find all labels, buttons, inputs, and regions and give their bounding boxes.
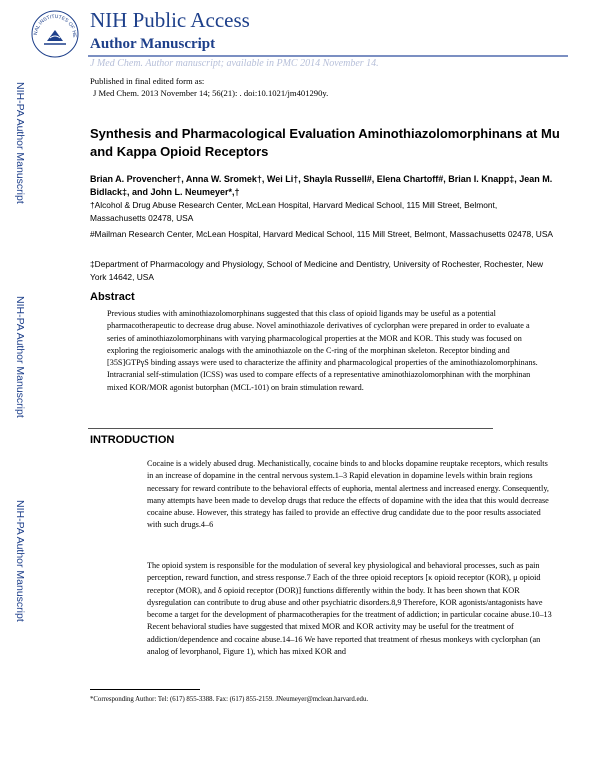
nih-public-access-title: NIH Public Access <box>90 8 250 32</box>
introduction-heading: INTRODUCTION <box>90 434 175 446</box>
side-label: NIH-PA Author Manuscript <box>14 82 26 204</box>
author-manuscript-label: Author Manuscript <box>90 36 216 52</box>
eagle-icon <box>44 30 66 44</box>
side-label: NIH-PA Author Manuscript <box>14 500 26 622</box>
affiliation: #Mailman Research Center, McLean Hospital, Harvard Medical School, 115 Mill Street, Belmont, Massachusetts 02478, USA <box>90 229 554 239</box>
availability-line: J Med Chem. Author manuscript; available in PMC 2014 November 14. <box>90 58 379 69</box>
nih-logo <box>30 9 80 59</box>
author-list: Brian A. Provencher†, Anna W. Sromek†, Wei Li†, Shayla Russell#, Elena Chartoff#, Brian I. Knapp‡, Jean M. Bidlack‡, and John L. Neumeyer*,† <box>90 174 553 198</box>
article-title: Synthesis and Pharmacological Evaluation Aminothiazolomorphinans at Mu and Kappa Opioid Receptors <box>90 126 560 159</box>
abstract-heading: Abstract <box>90 291 135 303</box>
abstract-text: Previous studies with aminothiazolomorphinans suggested that this class of opioid ligands may be useful as a potential pharmacotherapeutic to decrease drug abuse. Novel aminothiazole derivatives of cyclorphan were prepared in order to evaluate a series of aminothiazolomorphinans with varying pharmacological properties at the MOR and KOR. This study was focused on exploring the regioisomeric analogs with the aminothiazole on the C-ring of the morphinan skeleton. Receptor binding and [35S]GTPγS binding assays were used to characterize the affinity and pharmacological properties of the aminothiazolomorphinans. Intracranial self-stimulation (ICSS) was used to compare effects of a representative aminothiazolomorphinan with the morphinan mixed KOR/MOR agonist butorphan (MCL-101) on brain stimulation reward. <box>107 309 538 392</box>
corresponding-author-footnote: *Corresponding Author: Tel: (617) 855-3388. Fax: (617) 855-2159. JNeumeyer@mclean.harvard.edu. <box>90 696 369 703</box>
intro-paragraph: The opioid system is responsible for the modulation of several key physiological and behavioral processes, such as pain perception, reward function, and stress response.7 Each of the three opioid receptors [κ opioid receptor (KOR), μ opioid receptor (MOR), and δ opioid receptor (DOR)] functions differently within the body. It has been shown that KOR dysregulation can contribute to drug abuse and other psychiatric disorders.8,9 Therefore, KOR agonists/antagonists have become a target for the development of pharmacotherapies for the treatment of addiction; in particular cocaine abuse.10–13 Recent behavioral studies have suggested that mixed MOR and KOR activity may be useful for the treatment of addiction/dependence and cocaine abuse.14–16 We have reported that treatment of rhesus monkeys with cyclorphan (an analog of levorphanol, Figure 1), which has mixed KOR and <box>147 561 552 657</box>
side-label: NIH-PA Author Manuscript <box>14 296 26 418</box>
logo-ring-text: NAL INSTITUTES OF HE <box>32 13 78 38</box>
affiliation: †Alcohol & Drug Abuse Research Center, McLean Hospital, Harvard Medical School, 115 Mill Street, Belmont, Massachusetts 02478, USA <box>90 200 498 223</box>
affiliation: ‡Department of Pharmacology and Physiology, School of Medicine and Dentistry, University of Rochester, Rochester, New York 14642, USA <box>90 259 544 282</box>
footnote-divider <box>90 689 200 690</box>
section-divider <box>88 428 493 429</box>
published-in-label: Published in final edited form as: <box>90 76 205 86</box>
citation-line: J Med Chem. 2013 November 14; 56(21): . doi:10.1021/jm401290y. <box>93 88 329 98</box>
intro-paragraph: Cocaine is a widely abused drug. Mechanistically, cocaine binds to and blocks dopamine reuptake receptors, which results in an increase of dopamine in the central nervous system.1–3 Rapid elevation in dopamine levels within brain regions necessary for reward contribute to the behavioral effects of euphoria, mental alertness and increased energy. Consequently, many attempts have been made to develop drugs that reduce the effects of dopamine with the idea that this would decrease cocaine abuse. However, this strategy has failed to provide an effective drug candidate due to the poor results associated with such drugs.4–6 <box>147 459 549 530</box>
header-divider <box>88 55 568 57</box>
